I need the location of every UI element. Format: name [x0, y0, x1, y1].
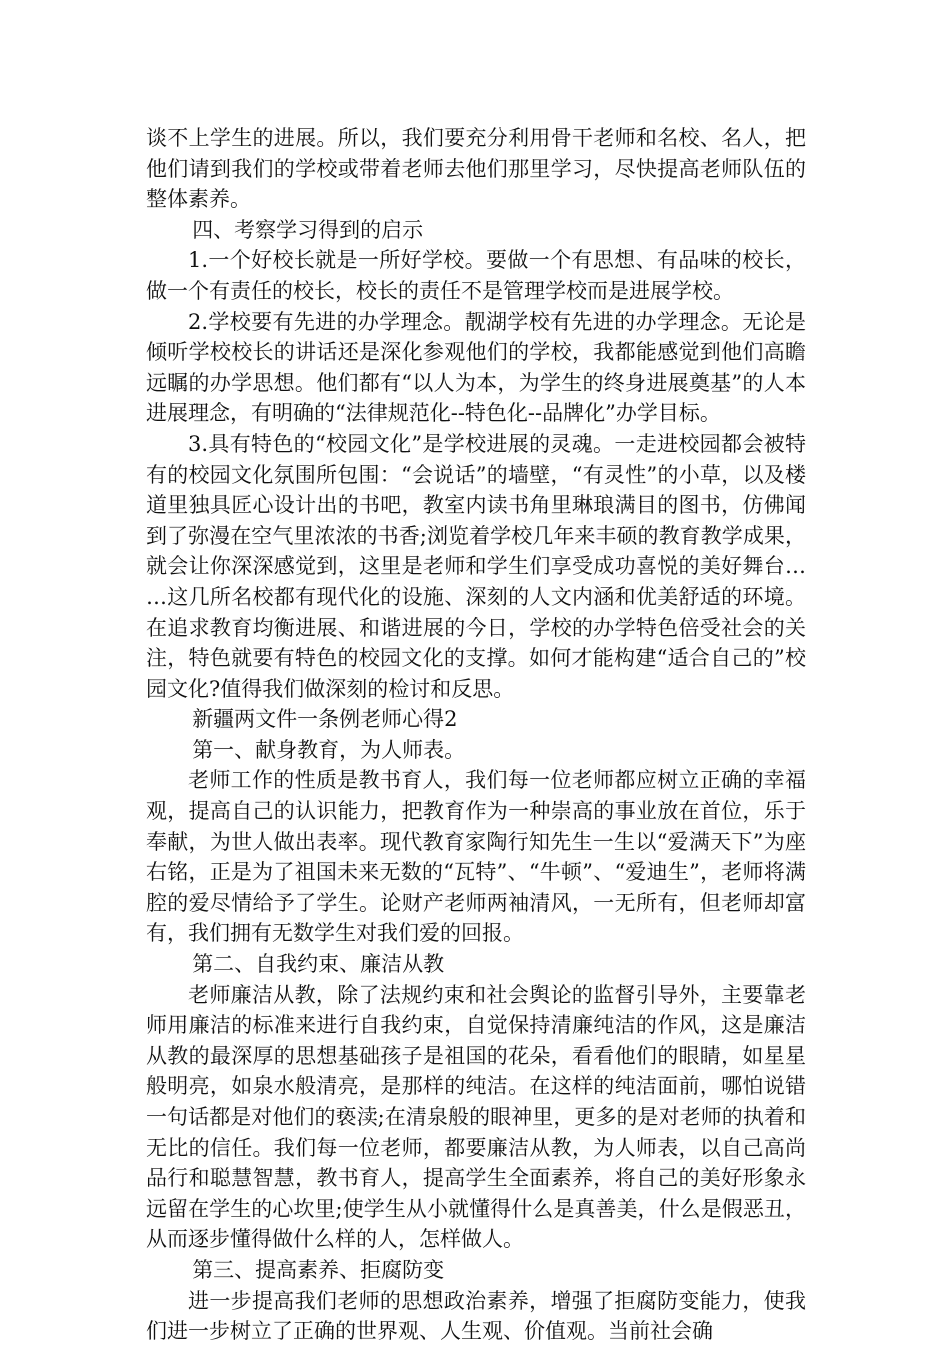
paragraph-teacher-work: 老师工作的性质是教书育人，我们每一位老师都应树立正确的幸福观，提高自己的认识能力，把教育作为一种崇高的事业放在首位，乐于奉献，为世人做出表率。现代教育家陶行知先生一生以“爱满天下”为座右铭，正是为了祖国未来无数的“瓦特”、“牛顿”、“爱迪生”，老师将满腔的爱尽情给予了学生。论财产老师两袖清风，一无所有，但老师却富有，我们拥有无数学生对我们爱的回报。 [146, 768, 806, 946]
section-heading-first: 第一、献身教育，为人师表。 [192, 737, 466, 762]
paragraph-continuation: 谈不上学生的进展。所以，我们要充分利用骨干老师和名校、名人，把他们请到我们的学校或带着老师去他们那里学习，尽快提高老师队伍的整体素养。 [146, 126, 806, 212]
section-heading-second: 第二、自我约束、廉洁从教 [192, 952, 445, 977]
paragraph-campus-culture: 3.具有特色的“校园文化”是学校进展的灵魂。一走进校园都会被特有的校园文化氛围所包围：“会说话”的墙壁，“有灵性”的小草，以及楼道里独具匠心设计出的书吧，教室内读书角里琳琅满目的图书，仿佛闻到了弥漫在空气里浓浓的书香;浏览着学校几年来丰硕的教育教学成果，就会让你深深感觉到，这里是老师和学生们享受成功喜悦的美好舞台……这几所名校都有现代化的设施、深刻的人文内涵和优美舒适的环境。在追求教育均衡进展、和谐进展的今日，学校的办学特色倍受社会的关注，特色就要有特色的校园文化的支撑。如何才能构建“适合自己的”校园文化?值得我们做深刻的检讨和反思。 [146, 431, 806, 701]
paragraph-good-principal: 1.一个好校长就是一所好学校。要做一个有思想、有品味的校长，做一个有责任的校长，校长的责任不是管理学校而是进展学校。 [146, 248, 806, 303]
document-page [146, 123, 806, 1347]
section-heading-teacher-reflection: 新疆两文件一条例老师心得2 [192, 707, 458, 732]
section-heading-inspection-insights: 四、考察学习得到的启示 [192, 217, 424, 242]
paragraph-self-discipline: 老师廉洁从教，除了法规约束和社会舆论的监督引导外，主要靠老师用廉洁的标准来进行自我约束，自觉保持清廉纯洁的作风，这是廉洁从教的最深厚的思想基础孩子是祖国的花朵，看看他们的眼睛，如星星般明亮，如泉水般清亮，是那样的纯洁。在这样的纯洁面前，哪怕说错一句话都是对他们的亵渎;在清泉般的眼神里，更多的是对老师的执着和无比的信任。我们每一位老师，都要廉洁从教，为人师表，以自己高尚品行和聪慧智慧，教书育人，提高学生全面素养，将自己的美好形象永远留在学生的心坎里;使学生从小就懂得什么是真善美，什么是假恶丑，从而逐步懂得做什么样的人，怎样做人。 [146, 982, 806, 1252]
paragraph-improve-quality: 进一步提高我们老师的思想政治素养，增强了拒腐防变能力，使我们进一步树立了正确的世界观、人生观、价值观。当前社会确 [146, 1288, 806, 1344]
section-heading-third: 第三、提高素养、拒腐防变 [192, 1257, 445, 1282]
paragraph-advanced-philosophy: 2.学校要有先进的办学理念。靓湖学校有先进的办学理念。无论是倾听学校校长的讲话还是深化参观他们的学校，我都能感觉到他们高瞻远瞩的办学思想。他们都有“以人为本，为学生的终身进展奠基”的人本进展理念，有明确的“法律规范化--特色化--品牌化”办学目标。 [146, 309, 806, 426]
